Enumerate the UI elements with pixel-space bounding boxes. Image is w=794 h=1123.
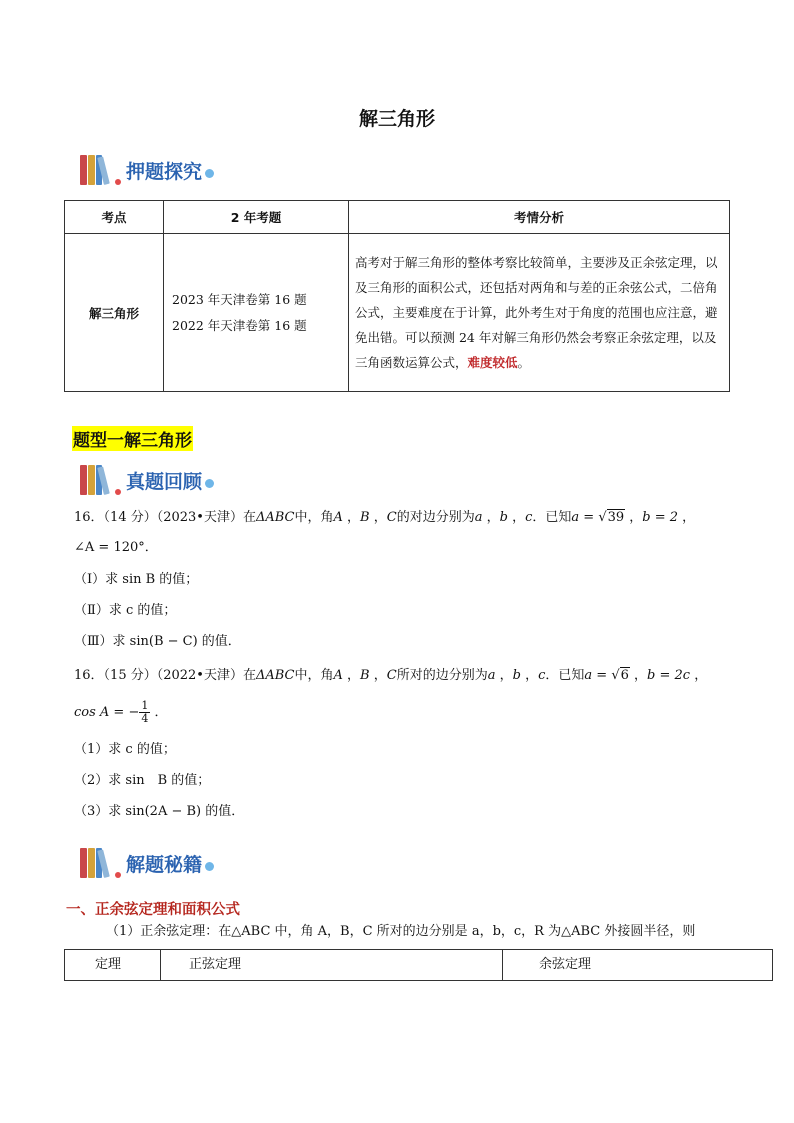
p2-mid: 中，角	[294, 668, 334, 683]
p1-known: ．已知	[532, 510, 572, 525]
cell-analysis	[349, 234, 730, 392]
books-icon	[78, 463, 124, 497]
p2-C: C	[386, 668, 397, 683]
cell-point: 解三角形	[65, 234, 164, 392]
problem2-line2: cos A = − $\frac{1}{4}$ ．	[74, 699, 168, 725]
dot-icon	[205, 862, 214, 871]
p1-c: c	[525, 510, 533, 525]
section-header-explore	[78, 152, 214, 188]
p2-tri: ΔABC	[255, 668, 295, 683]
problem1-q3: （Ⅲ）求 sin(B − C) 的值．	[74, 634, 241, 649]
books-icon	[78, 153, 124, 187]
p2-b: b	[512, 668, 521, 683]
header-point: 考点	[65, 201, 164, 234]
type-heading: 题型一解三角形	[72, 426, 193, 451]
difficulty-text: 难度较低	[467, 355, 518, 370]
problem1-line1: 16．（14 分）（2023•天津）在ΔABC中，角A ，B ，C的对边分别为a ，b ，c．已知a = √39 ，b = 2 ，	[74, 510, 696, 525]
section-header-tips	[78, 845, 214, 881]
page-title: 解三角形	[358, 108, 435, 130]
problem2-q3: （3）求 sin(2A − B) 的值．	[74, 804, 245, 819]
subheading: 一、正余弦定理和面积公式	[66, 902, 240, 918]
p1-mid: 中，角	[294, 510, 334, 525]
col-theorem: 定理	[65, 950, 161, 981]
problem2-q2: （2）求 sin B 的值；	[74, 773, 211, 788]
p2-B: B	[360, 668, 370, 683]
p1-A: A	[333, 510, 343, 525]
p2-A: A	[333, 668, 343, 683]
section-title: 真题回顾	[126, 470, 203, 493]
theorem-table	[64, 949, 773, 981]
frac-num: 1	[141, 699, 149, 712]
p1-B: B	[360, 510, 370, 525]
p2-intro: 16．（15 分）（2022•天津）在	[74, 668, 256, 683]
books-icon	[78, 846, 124, 880]
col-cosine: 余弦定理	[503, 950, 773, 981]
p1-C: C	[386, 510, 397, 525]
problem2-line1: 16．（15 分）（2022•天津）在ΔABC中，角A ，B ，C所对的边分别为a ，b ，c．已知a = √6 ，b = 2c ，	[74, 668, 708, 683]
dot-icon	[205, 169, 214, 178]
header-years: 2 年考题	[164, 201, 349, 234]
p2-a: a	[487, 668, 496, 683]
p1-b: b	[499, 510, 508, 525]
p2-beq: b = 2c	[647, 668, 691, 683]
frac-den: 4	[141, 712, 149, 725]
problem1-q1: （Ⅰ）求 sin B 的值；	[74, 572, 199, 587]
p2-c: c	[538, 668, 546, 683]
problem1-line2: ∠A = 120°．	[74, 540, 158, 555]
year-item: 2022 年天津卷第 16 题	[172, 317, 307, 333]
problem2-q1: （1）求 c 的值；	[74, 742, 176, 757]
analysis-end: 。	[517, 355, 531, 370]
sub1-text: （1）正余弦定理：在△ABC 中，角 A，B，C 所对的边分别是 a，b，c，R 为△ABC 外接圆半径，则	[106, 924, 696, 939]
p1-intro: 16．（14 分）（2023•天津）在	[74, 510, 256, 525]
p1-tri: ΔABC	[255, 510, 295, 525]
header-analysis: 考情分析	[349, 201, 730, 234]
p1-beq: b = 2	[642, 510, 679, 525]
section-header-review	[78, 462, 214, 498]
section-title: 解题秘籍	[126, 853, 203, 876]
p2-aeq: a =	[584, 668, 612, 683]
col-sine: 正弦定理	[161, 950, 503, 981]
p1-aeq: a =	[571, 510, 599, 525]
p1-aval: 39	[607, 510, 625, 525]
p2-aval: 6	[620, 668, 629, 683]
p1-a: a	[474, 510, 483, 525]
fraction	[139, 700, 150, 725]
dot-icon	[205, 479, 214, 488]
section-title: 押题探究	[126, 160, 203, 183]
exam-analysis-table	[64, 200, 730, 392]
p2-cos: cos A = −	[74, 705, 140, 720]
p1-sides: 的对边分别为	[396, 510, 475, 525]
analysis-text: 高考对于解三角形的整体考察比较简单，主要涉及正余弦定理，以及三角形的面积公式，还包括对两角和与差的正余弦公式，二倍角公式，主要难度在于计算，此外考生对于角度的范围也应注意，避免出错。可以预测 24 年对解三角形仍然会考察正余弦定理，以及三角函数运算公式，	[355, 255, 718, 370]
year-item: 2023 年天津卷第 16 题	[172, 291, 307, 307]
problem1-q2: （Ⅱ）求 c 的值；	[74, 603, 177, 618]
cell-years	[164, 234, 349, 392]
p2-known: ．已知	[545, 668, 585, 683]
p2-sides: 所对的边分别为	[396, 668, 488, 683]
